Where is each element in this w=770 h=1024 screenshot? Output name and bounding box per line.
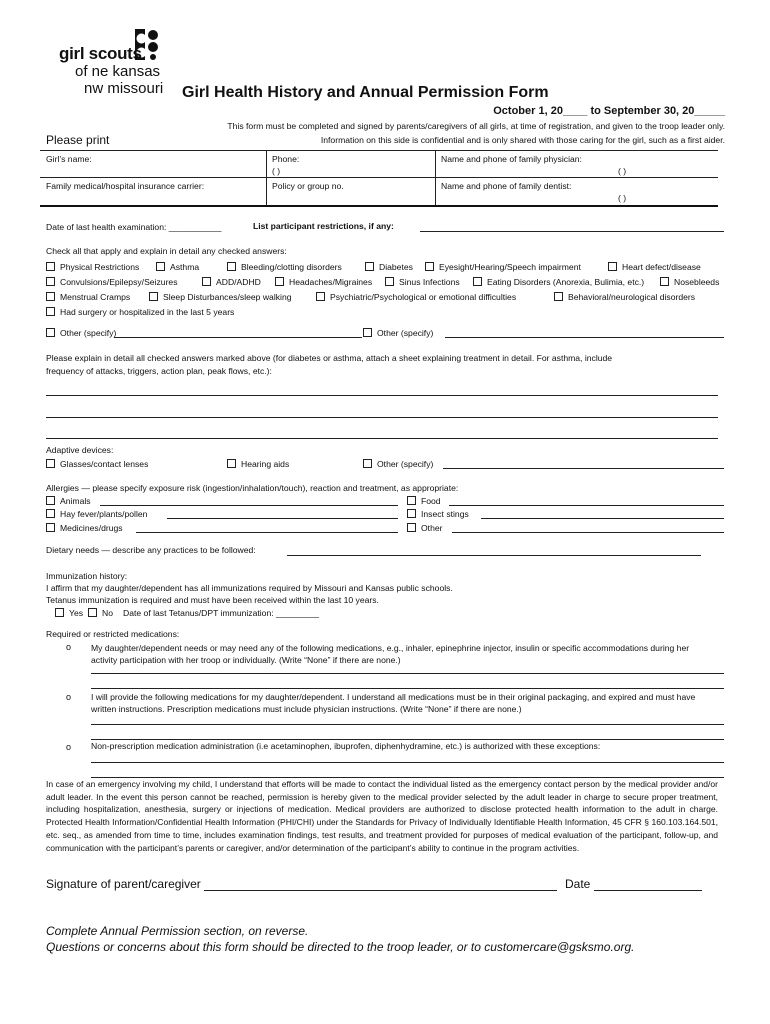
condition-eyesight[interactable]: Eyesight/Hearing/Speech impairment: [425, 261, 581, 273]
medications-heading: Required or restricted medications:: [46, 629, 180, 639]
last-exam-label[interactable]: Date of last health examination: ___________: [46, 222, 222, 232]
checkbox-icon[interactable]: [275, 277, 284, 286]
condition-surgery[interactable]: Had surgery or hospitalized in the last 5 years: [46, 306, 234, 318]
condition-headaches[interactable]: Headaches/Migraines: [275, 276, 372, 288]
medication-item-1: My daughter/dependent needs or may need any of the following medications, e.g., inhaler, epinephrine injector, insulin or specific accommodations during her activity participation with her troop or individually. (Write “None” if there are none.): [91, 643, 690, 665]
dietary-line[interactable]: [287, 555, 701, 556]
checkbox-icon[interactable]: [363, 328, 372, 337]
medication-item-3: Non-prescription medication administration (i.e acetaminophen, ibuprofen, diphenhydramine, etc.) is authorized with these exceptions:: [91, 741, 601, 751]
signature-line[interactable]: [204, 890, 557, 891]
allergy-other[interactable]: Other: [407, 522, 443, 534]
logo-line-3: nw missouri: [84, 80, 164, 97]
other-line-2[interactable]: [445, 337, 724, 338]
condition-bleeding[interactable]: Bleeding/clotting disorders: [227, 261, 342, 273]
checkbox-icon[interactable]: [46, 262, 55, 271]
medication-line[interactable]: [91, 739, 724, 740]
medication-line[interactable]: [91, 762, 724, 763]
physician-paren: ( ): [618, 166, 627, 176]
condition-sleep[interactable]: Sleep Disturbances/sleep walking: [149, 291, 292, 303]
checkbox-icon[interactable]: [156, 262, 165, 271]
condition-heart[interactable]: Heart defect/disease: [608, 261, 701, 273]
condition-nosebleeds[interactable]: Nosebleeds: [660, 276, 719, 288]
adaptive-heading: Adaptive devices:: [46, 445, 114, 455]
medication-line[interactable]: [91, 724, 724, 725]
logo-line-2: of ne kansas: [75, 63, 161, 80]
checkbox-icon[interactable]: [46, 307, 55, 316]
form-title: Girl Health History and Annual Permission Form: [182, 84, 549, 101]
checkbox-icon[interactable]: [316, 292, 325, 301]
checkbox-icon[interactable]: [46, 277, 55, 286]
explain-line[interactable]: [46, 417, 718, 418]
checkbox-icon[interactable]: [46, 523, 55, 532]
adaptive-glasses[interactable]: Glasses/contact lenses: [46, 458, 148, 470]
intro-line-2: Information on this side is confidential and is only shared with those caring for the girl, such as a first aider.: [320, 135, 725, 145]
physician-label: Name and phone of family physician:: [441, 154, 582, 164]
dentist-label: Name and phone of family dentist:: [441, 181, 572, 191]
checkbox-icon[interactable]: [407, 496, 416, 505]
adaptive-hearing[interactable]: Hearing aids: [227, 458, 289, 470]
emergency-paragraph: In case of an emergency involving my child, I understand that efforts will be made to contact the individual listed as the emergency contact person by the medical provider and/or adult leader. In the event this person cannot be reached, permission is hereby given to the medical provider selected by the adult leader in charge to secure proper treatment, including hospitalization, anesthesia, surgery or injections of medication. Medical providers are authorized to disclose protected health information to the adult in charge. Protected Health Information/Confidential Health Information (PHI/CHI) under the Standards for Privacy of Individually Identifiable Health Information, 45 CFR § 160.103.164.501, etc. seq., as amended from time to time, includes examination findings, test results, and treatment provided for purposes of medical evaluation of the participant, follow-up, and communication with the participant’s parents or caregiver, and/or determination of the participant’s ability to continue in the program activities.: [46, 779, 718, 853]
condition-psychiatric[interactable]: Psychiatric/Psychological or emotional difficulties: [316, 291, 516, 303]
check-all-heading: Check all that apply and explain in detail any checked answers:: [46, 246, 287, 256]
checkbox-icon[interactable]: [407, 509, 416, 518]
logo-line-1: girl scouts: [59, 44, 142, 63]
bullet-icon: o: [66, 692, 72, 702]
allergy-hayfever[interactable]: Hay fever/plants/pollen: [46, 508, 147, 520]
checkbox-icon[interactable]: [202, 277, 211, 286]
other-specify-2[interactable]: Other (specify): [363, 327, 433, 339]
grid-rule: [40, 177, 718, 178]
checkbox-icon[interactable]: [365, 262, 374, 271]
immunization-heading: Immunization history:: [46, 571, 128, 581]
condition-physical-restrictions[interactable]: Physical Restrictions: [46, 261, 139, 273]
girls-name-label: Girl’s name:: [46, 154, 92, 164]
checkbox-icon[interactable]: [46, 292, 55, 301]
bullet-icon: o: [66, 642, 72, 652]
immunization-affirm: I affirm that my daughter/dependent has all immunizations required by Missouri and Kansas public schools.: [46, 583, 453, 593]
condition-add-adhd[interactable]: ADD/ADHD: [202, 276, 261, 288]
bullet-icon: o: [66, 742, 72, 752]
medication-line[interactable]: [91, 688, 724, 689]
checkbox-icon[interactable]: [149, 292, 158, 301]
condition-menstrual[interactable]: Menstrual Cramps: [46, 291, 130, 303]
checkbox-icon[interactable]: [473, 277, 482, 286]
condition-eating[interactable]: Eating Disorders (Anorexia, Bulimia, etc.): [473, 276, 644, 288]
please-print: Please print: [46, 133, 110, 147]
explain-line[interactable]: [46, 438, 718, 439]
date-line[interactable]: [594, 890, 702, 891]
immunization-tetanus: Tetanus immunization is required and must have been received within the last 10 years.: [46, 595, 379, 605]
condition-asthma[interactable]: Asthma: [156, 261, 199, 273]
checkbox-icon[interactable]: [88, 608, 97, 617]
adaptive-other-line[interactable]: [443, 468, 724, 469]
tetanus-no[interactable]: No: [88, 607, 113, 619]
medication-line[interactable]: [91, 673, 724, 674]
checkbox-icon[interactable]: [227, 262, 236, 271]
allergy-medicines[interactable]: Medicines/drugs: [46, 522, 123, 534]
checkbox-icon[interactable]: [55, 608, 64, 617]
condition-sinus[interactable]: Sinus Infections: [385, 276, 460, 288]
condition-behavioral[interactable]: Behavioral/neurological disorders: [554, 291, 695, 303]
checkbox-icon[interactable]: [425, 262, 434, 271]
footer-line-1: Complete Annual Permission section, on reverse.: [46, 924, 309, 938]
explain-line[interactable]: [46, 395, 718, 396]
restrictions-line[interactable]: [420, 231, 724, 232]
checkbox-icon[interactable]: [46, 509, 55, 518]
checkbox-icon[interactable]: [363, 459, 372, 468]
allergy-line[interactable]: [449, 505, 724, 506]
tetanus-date[interactable]: Date of last Tetanus/DPT immunization: _________: [123, 608, 320, 618]
checkbox-icon[interactable]: [608, 262, 617, 271]
allergy-line[interactable]: [452, 532, 724, 533]
grid-divider: [435, 151, 436, 207]
medication-item-2: I will provide the following medications for my daughter/dependent. I understand all medications must be in their original packaging, and expired and must have written instructions. Prescription medications must include physician instructions. (Write “None” if there are none.): [91, 692, 696, 714]
allergy-insect[interactable]: Insect stings: [407, 508, 469, 520]
allergy-line[interactable]: [167, 518, 398, 519]
date-range: October 1, 20____ to September 30, 20_____: [493, 105, 725, 117]
adaptive-other[interactable]: Other (specify): [363, 458, 433, 470]
checkbox-icon[interactable]: [385, 277, 394, 286]
date-label: Date: [565, 877, 591, 891]
phone-paren: ( ): [272, 166, 281, 176]
footer-line-2: Questions or concerns about this form should be directed to the troop leader, or to customercare@gsksmo.org.: [46, 940, 635, 954]
allergy-line[interactable]: [100, 505, 398, 506]
grid-divider: [266, 151, 267, 207]
phone-label: Phone:: [272, 154, 300, 164]
policy-label: Policy or group no.: [272, 181, 344, 191]
grid-bottom-rule: [40, 205, 718, 207]
other-specify-1[interactable]: Other (specify): [46, 327, 116, 339]
restrictions-label: List participant restrictions, if any:: [253, 221, 394, 231]
field-grid: [40, 151, 718, 207]
allergy-line[interactable]: [481, 518, 724, 519]
signature-label: Signature of parent/caregiver: [46, 877, 201, 891]
allergies-heading: Allergies — please specify exposure risk (ingestion/inhalation/touch), reaction and treatment, as appropriate:: [46, 483, 459, 493]
tetanus-yes[interactable]: Yes: [55, 607, 83, 619]
other-line-1[interactable]: [114, 337, 362, 338]
dietary-label: Dietary needs — describe any practices to be followed:: [46, 545, 256, 555]
allergy-line[interactable]: [136, 532, 398, 533]
checkbox-icon[interactable]: [660, 277, 669, 286]
insurance-label: Family medical/hospital insurance carrier:: [46, 181, 205, 191]
intro-line-1: This form must be completed and signed by parents/caregivers of all girls, at time of registration, and given to the troop leader only.: [227, 121, 725, 131]
condition-diabetes[interactable]: Diabetes: [365, 261, 413, 273]
dentist-paren: ( ): [618, 193, 627, 203]
allergy-animals[interactable]: Animals: [46, 495, 91, 507]
condition-convulsions[interactable]: Convulsions/Epilepsy/Seizures: [46, 276, 178, 288]
checkbox-icon[interactable]: [46, 328, 55, 337]
checkbox-icon[interactable]: [46, 459, 55, 468]
explain-text: Please explain in detail all checked answers marked above (for diabetes or asthma, attach a sheet explaining treatment in detail. For asthma, include frequency of attacks, triggers, action plan, peak flows, etc.):: [46, 353, 613, 376]
allergy-food[interactable]: Food: [407, 495, 441, 507]
checkbox-icon[interactable]: [46, 496, 55, 505]
checkbox-icon[interactable]: [407, 523, 416, 532]
checkbox-icon[interactable]: [227, 459, 236, 468]
checkbox-icon[interactable]: [554, 292, 563, 301]
